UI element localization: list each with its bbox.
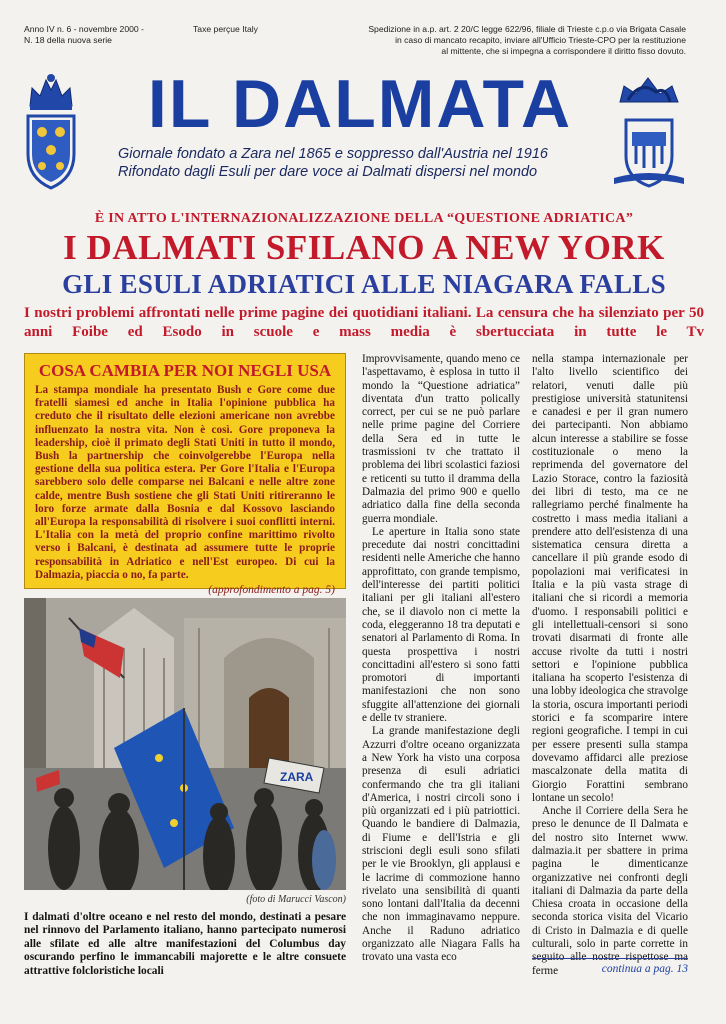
photo-caption: I dalmati d'oltre oceano e nel resto del mondo, destinati a pesare nel rinnovo del Parlamento italiano, hanno partecipato numerosi alle sfilate ed alle altre manifestazioni del Columbus day oscurando perfino le immancabili majorette e le altre consuete attrattive folcloristiche locali (24, 911, 346, 977)
sidebar-box (24, 353, 346, 597)
masthead-title: IL DALMATA (147, 66, 573, 142)
issue-line-2: N. 18 della nuova serie (24, 35, 112, 45)
headline-kicker: È IN ATTO L'INTERNAZIONALIZZAZIONE DELLA “QUESTIONE ADRIATICA” (94, 211, 634, 226)
issue-info (24, 24, 174, 46)
article-paragraph: La grande manifestazione degli Azzurri d'oltre oceano organizzata a New York ha visto una corposa presenza di esuli adriatici confermando che tra gli italiani d'America, i nostri circoli sono i più organizzati ed i più patriottici. Quando le bandiere di Dalmazia, di Fiume e dell'Istria e gli striscioni degli esuli sono sfilati per le vie Brooklyn, gli applausi e le lacrime di commozione hanno rivelato una sensibilità di quanti sono lontani dall'Italia da decenni che non immaginavamo neppure. Anche il Raduno adriatico organizzato alle Niagara Falls ha trovato una vasta eco (362, 725, 520, 964)
shipping-line-2: in caso di mancato recapito, inviare all'Ufficio Trieste-CPO per la restituzione (395, 35, 686, 45)
masthead-tagline (118, 145, 598, 181)
photo-banner-text: ZARA (280, 770, 314, 784)
tagline-line-1: Giornale fondato a Zara nel 1865 e soppresso dall'Austria nel 1916 (118, 146, 548, 162)
article-paragraph: Improvvisamente, quando meno ce l'aspettavamo, è esplosa in tutto il mondo la “Questione adriatica” diventata d'un tratto polically correct, per cui se ne può parlare nelle prime pagine del Corriere della Sera ed in tutte le trasmissioni tv che trattato il problema dei libri scolastici faziosi e reticenti su tutto il dramma della Dalmazia del primo 900 e quello adriatico dalla fine della seconda guerra mondiale. (362, 353, 520, 525)
article-paragraph: Anche il Corriere della Sera he preso le denunce de Il Dalmata e del nostro sito Internet www. dalmazia.it per sbattere in prima pagina le dimenticanze organizzative nei confronti degli italiani di Dalmazia da parte della Chiesa croata in occasione della seconda storica visita del Vicario di Cristo in Dalmazia e di quelle culturali, solo in parte corrette in ferme (532, 805, 688, 977)
tagline-line-2: Rifondato dagli Esuli per dare voce ai Dalmati dispersi nel mondo (118, 164, 538, 180)
dalmatia-coat-of-arms-icon (22, 66, 80, 190)
sidebar-box-link[interactable]: (approfondimento a pag. 5) (208, 584, 335, 597)
article-column-2 (532, 353, 688, 978)
issue-line-1: Anno IV n. 6 - novembre 2000 - (24, 24, 144, 34)
photo-credit: (foto di Marucci Vascon) (246, 894, 346, 905)
shipping-line-3: al mittente, che si impegna a corrispondere il diritto fisso dovuto. (441, 46, 686, 56)
article-column-1 (362, 353, 520, 965)
continua-divider (532, 958, 688, 959)
continua-link[interactable]: continua a pag. 13 (601, 963, 688, 975)
taxe-label: Taxe perçue Italy (193, 24, 258, 34)
article-paragraph: nella stampa internazionale per l'alto livello scientifico dei relatori, venuti dalle più prestigiose università statunitensi e canadesi e per il gran numero dei partecipanti. Non abbiamo alcun interesse a stabilire se fosse costituzionale o meno la reprimenda del governatore del Lazio Storace, contro la faziosità dei libri di testo, ma ce ne rallegriamo perché finalmente ha costretto i mass media italiani a prendere atto dell'esistenza di una sistematica censura diretta a cancellare il più grande esodo di popolazioni mai verificatesi in Italia e la più vasta strage di italiani che si ricordi a memoria d'uomo. I responsabili politici e gli intellettuali-censori si sono trovati disarmati di fronte alle accuse rivolte da tutti i nostri settori e l'opinione pubblica italiana ha scoperto l'esistenza di una lobby ideologica che stravolge la storia, oscura importanti periodi storici e fa scomparire intere regioni geografiche. I tempi in cui per essere presenti sulla stampa dovevamo affidarci alle preziose mascalzonate della matita di Giorgio Forattini sembrano lontane un secolo! (532, 353, 688, 804)
article-paragraph: Le aperture in Italia sono state precedute dai nostri concittadini residenti nelle Americhe che hanno approfittato, con grande tempismo, dell'interesse dei partiti politici italiani per gli italiani all'estero che, se il diavolo non ci mette la coda, eleggeranno 18 tra deputati e senatori al Parlamento di Roma. In questa prospettiva i nostri concittadini all'estero si sono fatti promotori di importanti manifestazioni che non sono sfuggite all'attenzione dei giornali e delle tv straniere. (362, 525, 520, 725)
zara-coat-of-arms-icon (610, 72, 688, 190)
sidebar-box-title: COSA CAMBIA PER NOI NEGLI USA (38, 361, 332, 380)
main-headline: I DALMATI SFILANO A NEW YORK (63, 228, 665, 267)
shipping-line-1: Spedizione in a.p. art. 2 20/C legge 622/96, filiale di Trieste c.p.o via Brigata Casale (368, 24, 686, 34)
sidebar-box-body: La stampa mondiale ha presentato Bush e Gore come due fratelli siamesi ed anche in Italia l'opinione pubblica ha creduto che il risultato delle elezioni americane non avrebbe influenzato la nostra vita. Non è così. Gore proponeva la leadership, cioè il primato degli Stati Uniti in tutto il mondo, Bush la partnership che coinvolgerebbe l'Europa nella gestione della sua politica estera. Per Gore l'Italia e l'Europa sarebbero solo delle comparse nei Balcani e nelle altre zone calde, mentre Bush sostiene che gli Stati Uniti ritireranno le loro forze armate dalla Bosnia e dal Kossovo lasciando all'Europa la responsabilità di risolvere i suoi conflitti interni. L'Italia con la metà del proprio confine marittimo rivolto verso i Balcani, è destinata ad assumere tutte le proprie responsabilità in Adriatico e nell'Est europeo. Di cui la Dalmazia, piaccia o no, fa parte. (35, 384, 335, 581)
shipping-info (330, 24, 686, 57)
headline-deck: I nostri problemi affrontati nelle prime pagine dei quotidiani italiani. La censura che ha silenziato per 50 anni Foibe ed Esodo in scuole e mass media è sbertucciata in tutte le Tv (24, 305, 704, 340)
parade-photo (24, 598, 346, 890)
sub-headline: GLI ESULI ADRIATICI ALLE NIAGARA FALLS (62, 269, 666, 299)
